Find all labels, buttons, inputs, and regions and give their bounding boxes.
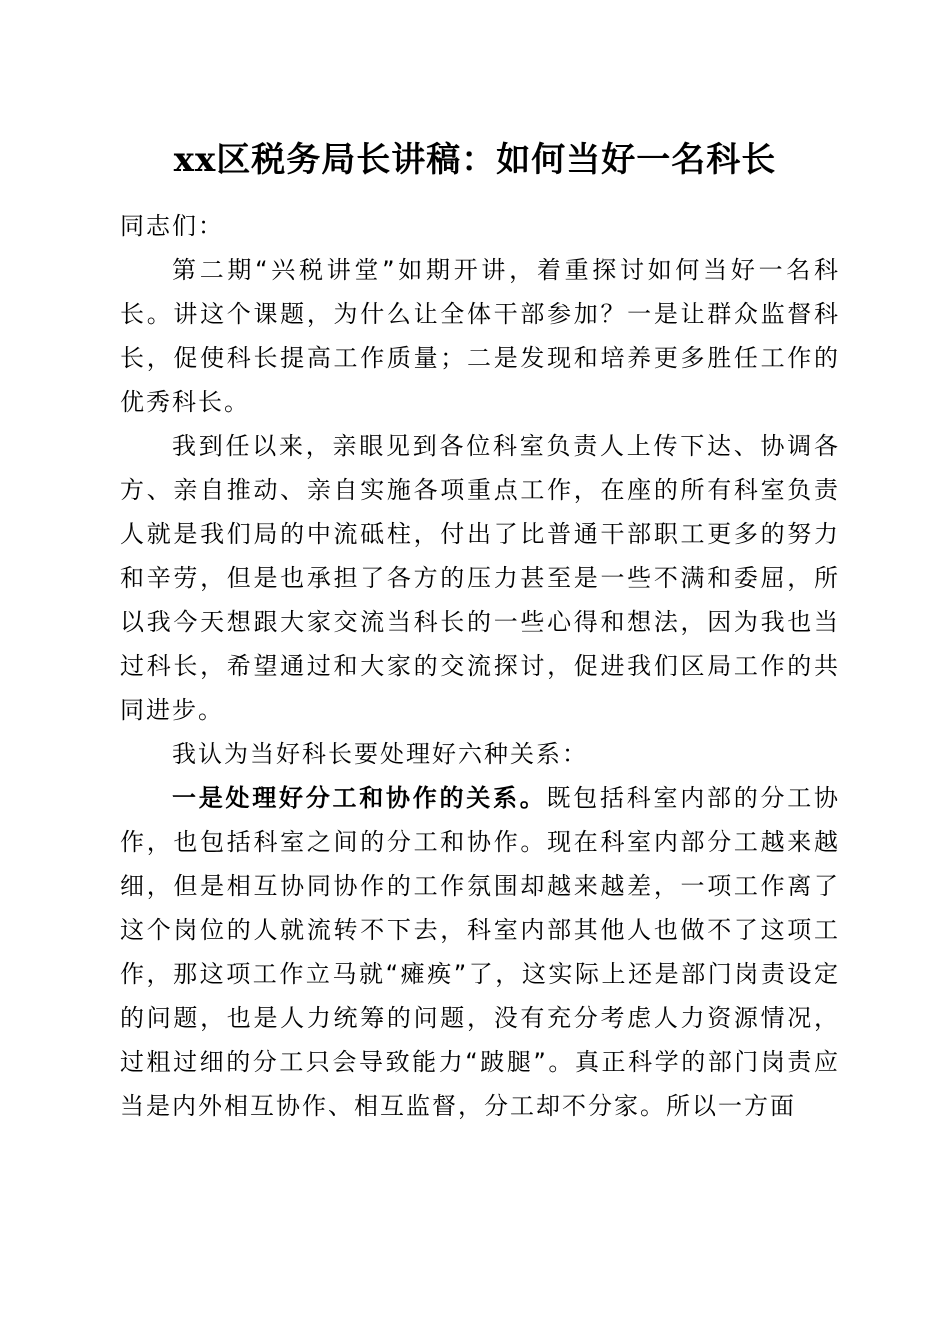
relation-one-text: 既包括科室内部的分工协作，也包括科室之间的分工和协作。现在科室内部分工越来越细，但是相互协同协作的工作氛围却越来越差，一项工作离了这个岗位的人就流转不下去，科室内部其他人也做不了这项工作，那这项工作立马就“瘫痪”了，这实际上还是部门岗责设定的问题，也是人力统筹的问题，没有充分考虑人力资源情况，过粗过细的分工只会导致能力“跛腿”。真正科学的部门岗责应当是内外相互协作、相互监督，分工却不分家。所以一方面	[120, 784, 840, 1120]
paragraph-background: 我到任以来，亲眼见到各位科室负责人上传下达、协调各方、亲自推动、亲自实施各项重点工作，在座的所有科室负责人就是我们局的中流砥柱，付出了比普通干部职工更多的努力和辛劳，但是也承担了各方的压力甚至是一些不满和委屈，所以我今天想跟大家交流当科长的一些心得和想法，因为我也当过科长，希望通过和大家的交流探讨，促进我们区局工作的共同进步。	[120, 432, 840, 724]
salutation: 同志们：	[120, 212, 224, 240]
document-body	[120, 204, 840, 1128]
paragraph-six-relations: 我认为当好科长要处理好六种关系：	[172, 740, 588, 768]
paragraph-intro: 第二期“兴税讲堂”如期开讲，着重探讨如何当好一名科长。讲这个课题，为什么让全体干部参加？一是让群众监督科长，促使科长提高工作质量；二是发现和培养更多胜任工作的优秀科长。	[120, 256, 840, 416]
paragraph-relation-one	[120, 776, 840, 1128]
document-title: xx区税务局长讲稿：如何当好一名科长	[173, 140, 777, 180]
relation-one-heading: 一是处理好分工和协作的关系。	[172, 784, 547, 812]
